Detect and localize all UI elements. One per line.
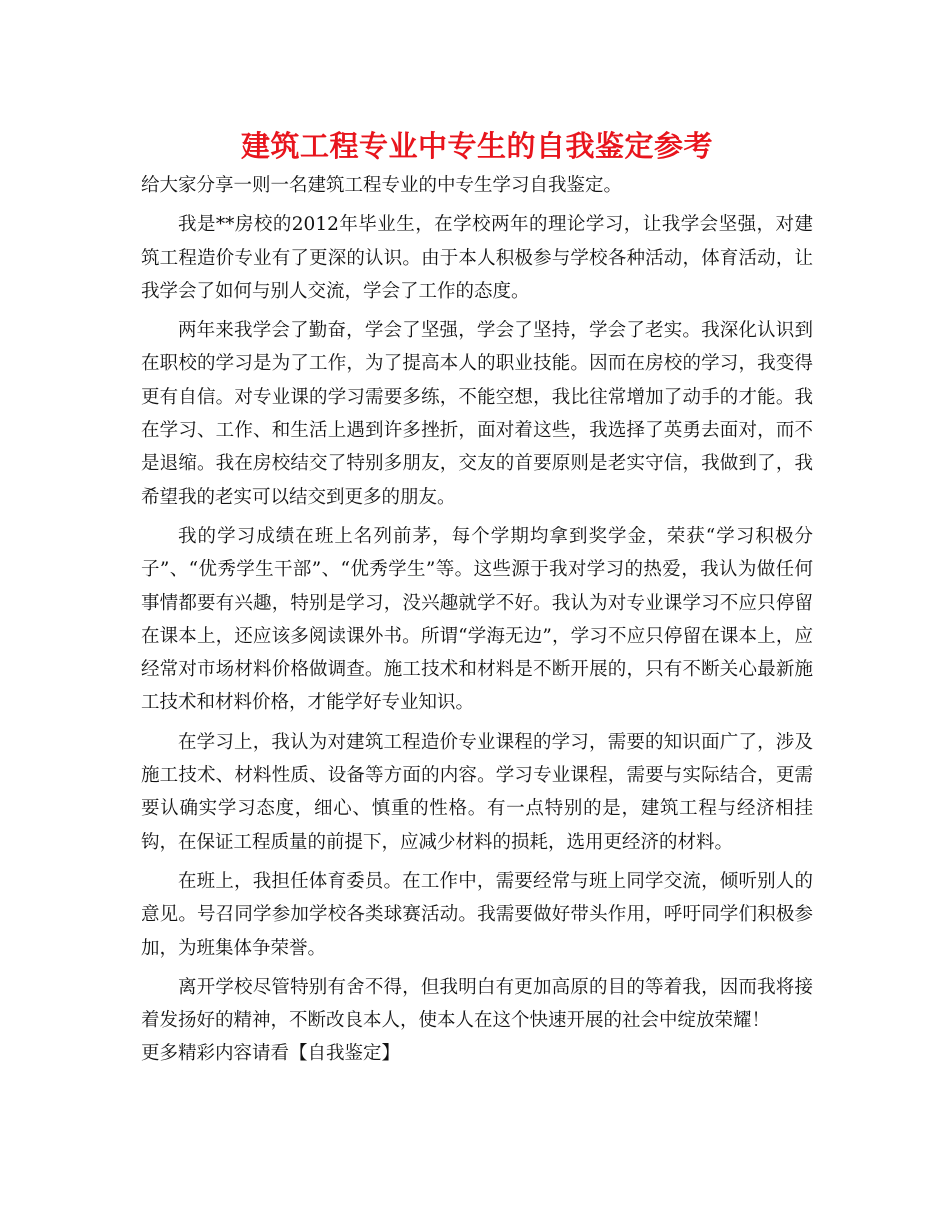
document-title: 建筑工程专业中专生的自我鉴定参考 — [240, 129, 713, 163]
footer-line — [141, 1037, 813, 1070]
self-evaluation-link[interactable]: 【自我鉴定】 — [289, 1043, 401, 1065]
paragraph-2: 两年来我学会了勤奋，学会了坚强，学会了坚持，学会了老实。我深化认识到在职校的学习是为了工作，为了提高本人的职业技能。因而在房校的学习，我变得更有自信。对专业课的学习需要多练，不能空想，我比往常增加了动手的才能。我在学习、工作、和生活上遇到许多挫折，面对着这些，我选择了英勇去面对，而不是退缩。我在房校结交了特别多朋友，交友的首要原则是老实守信，我做到了，我希望我的老实可以结交到更多的朋友。 — [141, 320, 813, 508]
paragraph-4: 在学习上，我认为对建筑工程造价专业课程的学习，需要的知识面广了，涉及施工技术、材料性质、设备等方面的内容。学习专业课程，需要与实际结合，更需要认确实学习态度，细心、慎重的性格。有一点特别的是，建筑工程与经济相挂钩，在保证工程质量的前提下，应减少材料的损耗，选用更经济的材料。 — [141, 731, 813, 853]
paragraph-5: 在班上，我担任体育委员。在工作中，需要经常与班上同学交流，倾听别人的意见。号召同学参加学校各类球赛活动。我需要做好带头作用，呼吁同学们积极参加，为班集体争荣誉。 — [141, 870, 813, 959]
paragraph-3: 我的学习成绩在班上名列前茅，每个学期均拿到奖学金，荣获“学习积极分子”、“优秀学生干部”、“优秀学生”等。这些源于我对学习的热爱，我认为做任何事情都要有兴趣，特别是学习，没兴趣就学不好。我认为对专业课学习不应只停留在课本上，还应该多阅读课外书。所谓“学海无边”，学习不应只停留在课本上，应经常对市场材料价格做调查。施工技术和材料是不断开展的，只有不断关心最新施工技术和材料价格，才能学好专业知识。 — [141, 525, 813, 714]
paragraph-6: 离开学校尽管特别有舍不得，但我明白有更加高原的目的等着我，因而我将接着发扬好的精神，不断改良本人，使本人在这个快速开展的社会中绽放荣耀！ — [141, 976, 813, 1032]
footer-text: 更多精彩内容请看 — [141, 1043, 290, 1065]
paragraph-1: 我是**房校的2012年毕业生，在学校两年的理论学习，让我学会坚强，对建筑工程造价专业有了更深的认识。由于本人积极参与学校各种活动，体育活动，让我学会了如何与别人交流，学会了工作的态度。 — [141, 214, 813, 302]
document-page — [141, 127, 813, 1071]
intro-line: 给大家分享一则一名建筑工程专业的中专生学习自我鉴定。 — [141, 175, 623, 196]
